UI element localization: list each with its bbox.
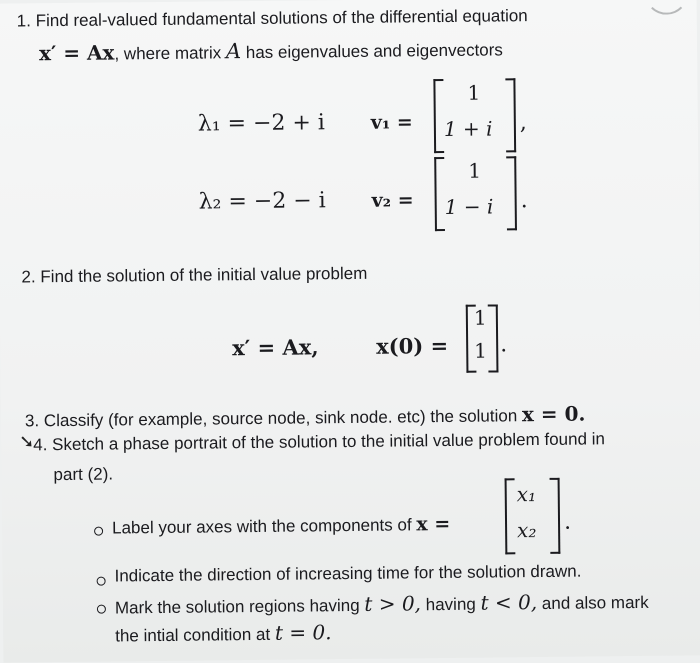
v2-right-bracket xyxy=(506,156,517,230)
q3-number: 3. xyxy=(24,411,40,431)
q1-line1 xyxy=(17,6,528,31)
q2-ode: x′ = Ax, xyxy=(232,334,319,361)
page-curl-icon xyxy=(644,0,688,15)
q4-bullet2: Indicate the direction of increasing time for the solution drawn. xyxy=(114,561,582,586)
q1-number: 1. xyxy=(16,11,32,31)
q3-line xyxy=(25,402,586,432)
q2-vec-right-bracket xyxy=(488,304,499,372)
q4-bullet3-text-c: and also mark xyxy=(541,592,649,614)
q3-text: Classify (for example, source node, sink node. etc) the solution xyxy=(43,406,518,431)
q4-bullet3-text-b: having xyxy=(425,594,476,615)
q2-equation xyxy=(232,334,319,360)
v1-right-bracket xyxy=(505,78,516,152)
q4-bullet3-text-d: the intial condition at xyxy=(115,624,271,646)
v1-label: v₁ = xyxy=(370,111,413,134)
q4-bullet3-t-zero: t = 0. xyxy=(274,620,332,645)
v1-top: 1 xyxy=(467,80,481,105)
q1-matrix-a: A xyxy=(225,39,242,64)
q4-text1: Sketch a phase portrait of the solution to the initial value problem found in xyxy=(52,429,606,455)
q2-vec-top: 1 xyxy=(473,305,487,330)
b1-vec-right-bracket xyxy=(550,478,561,554)
q2-initial-label: x(0) = xyxy=(376,332,449,359)
q2-period: . xyxy=(500,332,508,358)
q4-bullet3 xyxy=(115,589,649,619)
b1-vec-top: x₁ xyxy=(516,482,537,507)
b1-vec-left-bracket xyxy=(505,478,516,554)
mouse-cursor-icon: ➘ xyxy=(19,431,35,452)
lambda1: λ₁ = −2 + i xyxy=(197,110,326,137)
q3-equation: x = 0. xyxy=(521,401,586,427)
q4-bullet1-text: Label your axes with the components of xyxy=(111,515,412,538)
v1-bottom: 1 + i xyxy=(443,116,493,142)
v2-period: . xyxy=(520,188,528,214)
q4-line2: part (2). xyxy=(53,464,114,485)
v2-top: 1 xyxy=(468,158,482,183)
bullet-2 xyxy=(97,577,106,586)
q2-number: 2. xyxy=(21,267,36,287)
v2-bottom: 1 − i xyxy=(444,194,494,220)
q2-line xyxy=(21,264,367,288)
q1-equation: x′ = Ax xyxy=(38,40,115,66)
v1-left-bracket xyxy=(433,79,444,153)
q2-vec-bottom: 1 xyxy=(474,338,488,363)
q4-bullet3-t-neg: t < 0, xyxy=(480,590,538,615)
v1-comma: , xyxy=(519,110,527,136)
q4-bullet3-line2 xyxy=(115,620,332,646)
q4-bullet1 xyxy=(112,513,450,539)
q1-line2 xyxy=(39,36,503,65)
bullet-3 xyxy=(97,605,106,614)
q1-text-end: has eigenvalues and eigenvectors xyxy=(245,40,503,63)
q1-text: Find real-valued fundamental solutions of the differential equation xyxy=(35,6,528,31)
b1-vec-bottom: x₂ xyxy=(516,518,537,543)
v2-left-bracket xyxy=(434,157,445,231)
q4-number: 4. xyxy=(33,435,48,455)
lambda2: λ₂ = −2 − i xyxy=(198,188,326,215)
q2-text: Find the solution of the initial value problem xyxy=(40,263,368,287)
q4-bullet3-text-a: Mark the solution regions having xyxy=(114,595,360,618)
q4-bullet1-x: x = xyxy=(416,512,451,536)
q4-bullet3-t-pos: t > 0, xyxy=(364,591,422,616)
v2-label: v₂ = xyxy=(371,189,414,212)
q4-line1 xyxy=(33,429,605,455)
b1-period: . xyxy=(563,509,572,535)
q1-text-rest: , where matrix xyxy=(114,43,222,64)
bullet-1 xyxy=(94,527,103,536)
